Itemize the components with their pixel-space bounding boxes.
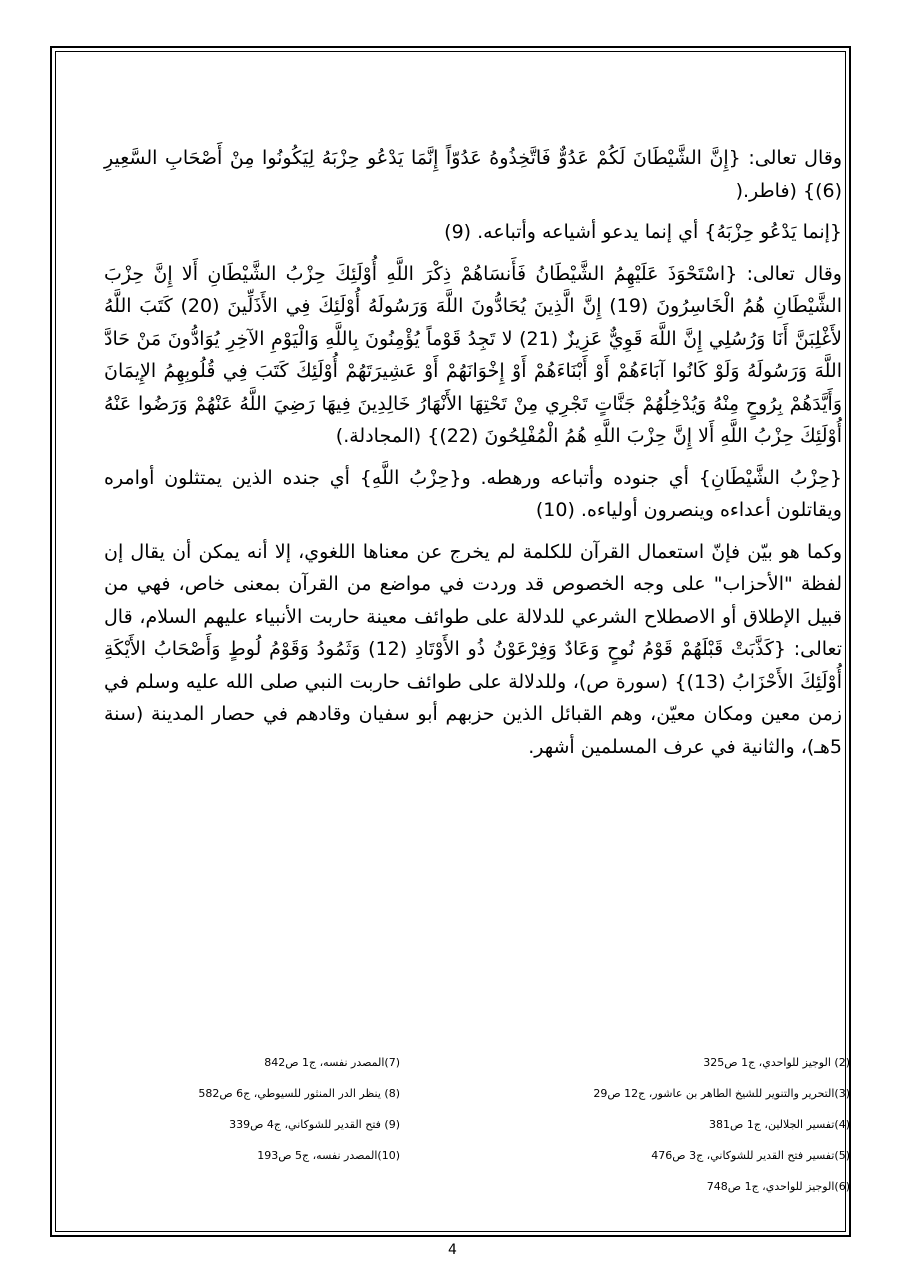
footnote: (3)التحرير والتنوير للشيخ الطاهر بن عاشور، ج12 ص29 <box>593 1087 850 1100</box>
footnote: (2) الوجيز للواحدي، ج1 ص325 <box>703 1056 850 1069</box>
footnotes-column-right <box>470 1055 850 1210</box>
footnote: (5)تفسير فتح القدير للشوكاني، ج3 ص476 <box>651 1149 850 1162</box>
footnote: (6)الوجيز للواحدي، ج1 ص748 <box>706 1180 850 1193</box>
paragraph: وقال تعالى: {اسْتَحْوَذَ عَلَيْهِمُ الشَّيْطَانُ فَأَنسَاهُمْ ذِكْرَ اللَّهِ أُوْلَئِكَ حِزْبُ الشَّيْطَانِ أَلا إِنَّ حِزْبَ الشَّيْطَانِ هُمُ الْخَاسِرُونَ (19) إِنَّ الَّذِينَ يُحَادُّونَ اللَّهَ وَرَسُولَهُ أُوْلَئِكَ فِي الأَذَلِّينَ (20) كَتَبَ اللَّهُ لأَغْلِبَنَّ أَنَا وَرُسُلِي إِنَّ اللَّهَ قَوِيٌّ عَزِيزٌ (21) لا تَجِدُ قَوْماً يُؤْمِنُونَ بِاللَّهِ وَالْيَوْمِ الآخِرِ يُوَادُّونَ مَنْ حَادَّ اللَّهَ وَرَسُولَهُ وَلَوْ كَانُوا آبَاءَهُمْ أَوْ أَبْنَاءَهُمْ أَوْ إِخْوَانَهُمْ أَوْ عَشِيرَتَهُمْ أُوْلَئِكَ كَتَبَ فِي قُلُوبِهِمُ الإِيمَانَ وَأَيَّدَهُمْ بِرُوحٍ مِنْهُ وَيُدْخِلُهُمْ جَنَّاتٍ تَجْرِي مِنْ تَحْتِهَا الأَنْهَارُ خَالِدِينَ فِيهَا رَضِيَ اللَّهُ عَنْهُمْ وَرَضُوا عَنْهُ أُوْلَئِكَ حِزْبُ اللَّهِ أَلا إِنَّ حِزْبَ اللَّهِ هُمُ الْمُفْلِحُونَ (22)} (المجادلة.) <box>104 262 842 447</box>
footnote: (4)تفسير الجلالين، ج1 ص381 <box>709 1118 850 1131</box>
paragraph: وقال تعالى: {إِنَّ الشَّيْطَانَ لَكُمْ عَدُوٌّ فَاتَّخِذُوهُ عَدُوّاً إِنَّمَا يَدْعُو حِزْبَهُ لِيَكُونُوا مِنْ أَصْحَابِ السَّعِيرِ (6)} (فاطر.( <box>104 147 842 202</box>
paragraph: {حِزْبُ الشَّيْطَانِ} أي جنوده وأتباعه ورهطه. و{حِزْبُ اللَّهِ} أي جنده الذين يمتثلون أوامره ويقاتلون أعداءه وينصرون أولياءه. (10) <box>104 466 842 521</box>
paragraph: {إنما يَدْعُو حِزْبَهُ} أي إنما يدعو أشياعه وأتباعه. (9) <box>444 221 842 243</box>
footnote: (8) ينظر الدر المنثور للسيوطي، ج6 ص582 <box>198 1087 400 1100</box>
paragraph: وكما هو بيّن فإنّ استعمال القرآن للكلمة لم يخرج عن معناها اللغوي، إلا أنه يمكن أن يقال إن لفظة "الأحزاب" على وجه الخصوص قد وردت في مواضع من القرآن بمعنى خاص، فهي من قبيل الإطلاق أو الاصطلاح الشرعي للدلالة على طوائف معينة حاربت الأنبياء عليهم السلام، قال تعالى: {كَذَّبَتْ قَبْلَهُمْ قَوْمُ نُوحٍ وَعَادٌ وَفِرْعَوْنُ ذُو الأَوْتَادِ (12) وَثَمُودُ وَقَوْمُ لُوطٍ وَأَصْحَابُ الأَيْكَةِ أُوْلَئِكَ الأَحْزَابُ (13)} (سورة ص)، وللدلالة على طوائف حاربت النبي صلى الله عليه وسلم في زمن معين ومكان معيّن، وهم القبائل الذين حزبهم أبو سفيان وقادهم في حصار المدينة (سنة 5هـ)، والثانية في عرف المسلمين أشهر. <box>104 540 843 758</box>
footnote: (7)المصدر نفسه، ج1 ص842 <box>264 1056 400 1069</box>
page-number: 4 <box>448 1242 457 1258</box>
footnotes-column-left <box>80 1055 460 1179</box>
body-text <box>104 142 842 772</box>
footnote: (9) فتح القدير للشوكاني، ج4 ص339 <box>229 1118 400 1131</box>
footnote: (10)المصدر نفسه، ج5 ص193 <box>257 1149 400 1162</box>
